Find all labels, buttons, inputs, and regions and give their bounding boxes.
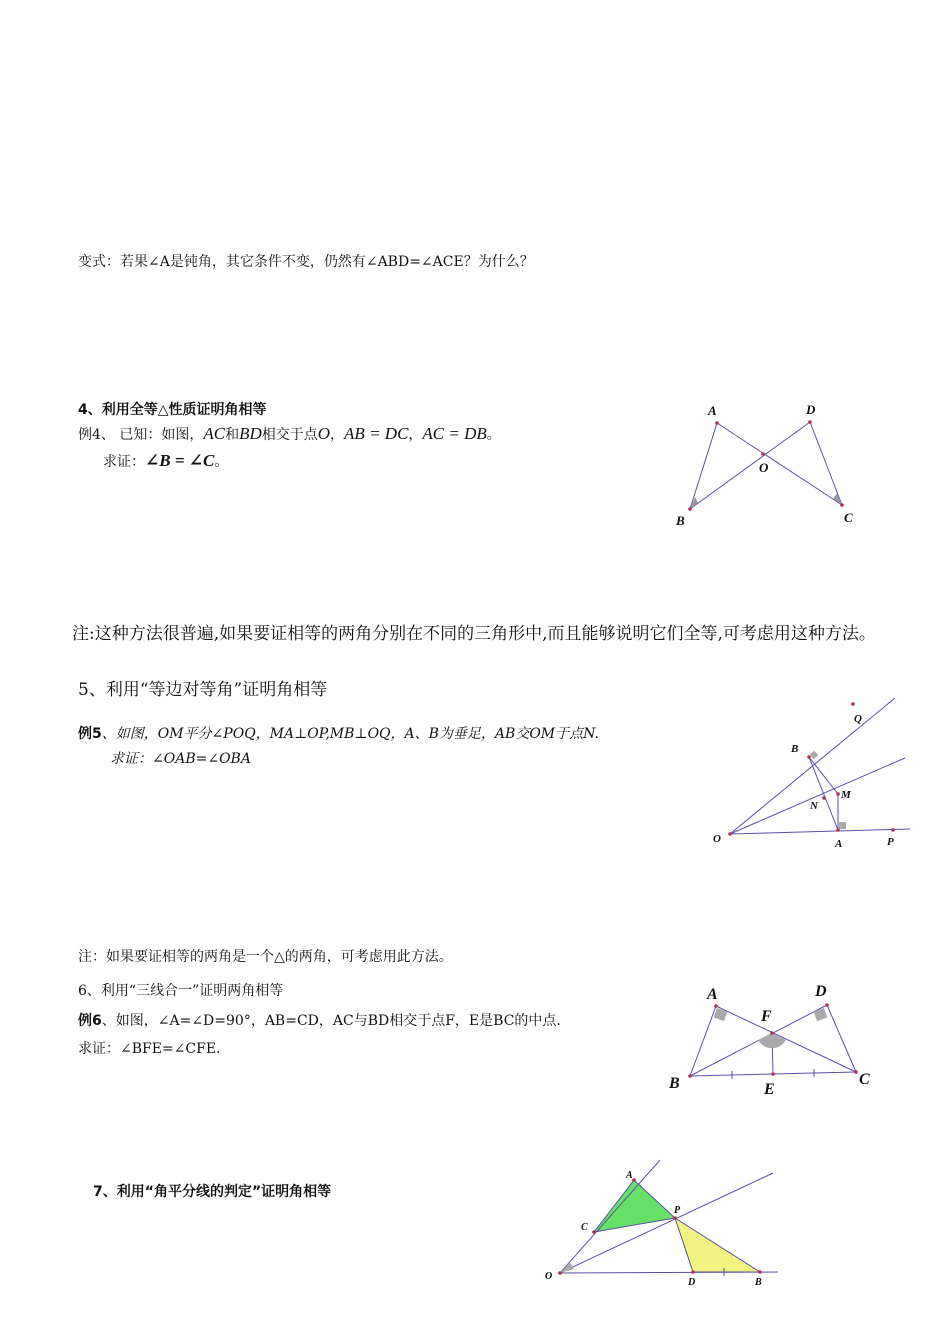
label-b: B (676, 513, 685, 528)
label-n: N (810, 800, 818, 812)
point-o (558, 1271, 562, 1275)
point-q (851, 702, 855, 706)
triangle-pdb-fill (675, 1218, 760, 1272)
point-b (688, 1074, 692, 1078)
label-e: E (764, 1081, 775, 1098)
period: 。 (486, 427, 501, 443)
segment-ab (809, 757, 838, 830)
ray-op (730, 829, 910, 834)
label-b: B (791, 743, 799, 755)
section7-heading: 7、利用“角平分线的判定”证明角相等 (93, 1184, 332, 1200)
point-p (891, 828, 895, 832)
right-angle-a (839, 822, 846, 829)
right-angle-d (814, 1008, 828, 1021)
point-d (825, 1003, 829, 1007)
comma: ， (408, 427, 423, 443)
ray-om (730, 758, 905, 834)
ray-ob (560, 1272, 778, 1273)
label-b: B (669, 1075, 680, 1092)
figure-example7 (538, 1155, 783, 1290)
intersect-word: 相交于点 (261, 427, 318, 443)
label-a: A (707, 986, 718, 1003)
point-a (632, 1178, 636, 1182)
point-p (673, 1216, 677, 1220)
example5-text: 、如图，OM平分∠POQ，MA⊥OP,MB⊥OQ，A、B为垂足，AB交OM于点N. (101, 726, 599, 742)
label-d: D (815, 983, 827, 1000)
ray-op (560, 1173, 773, 1273)
point-e (771, 1072, 775, 1076)
example5-prove: 求证：∠OAB=∠OBA (110, 751, 251, 767)
figure-example6 (660, 978, 890, 1108)
math-ab-dc: AB = DC (344, 424, 409, 443)
figure-example4 (660, 395, 880, 535)
label-p: P (887, 836, 894, 848)
label-a: A (835, 838, 843, 850)
math-o: O (317, 424, 331, 443)
example6-text: 、如图，∠A=∠D=90°，AB=CD，AC与BD相交于点F，E是BC的中点. (101, 1013, 561, 1029)
segment-ac (716, 1006, 856, 1072)
variant-question: 变式：若果∠A是钝角，其它条件不变，仍然有∠ABD=∠ACE？为什么？ (78, 254, 534, 270)
point-d (691, 1270, 695, 1274)
label-c: C (844, 510, 853, 525)
point-a (715, 421, 719, 425)
label-d: D (806, 402, 816, 417)
prove-label: 求证： (103, 454, 145, 470)
segment-dc (810, 422, 842, 505)
section4-heading: 4、利用全等△性质证明角相等 (78, 402, 267, 418)
point-c (840, 503, 844, 507)
label-o: O (759, 460, 769, 475)
point-f (770, 1031, 774, 1035)
example6-statement (78, 1014, 561, 1028)
point-o (761, 452, 765, 456)
example6-label: 例6 (78, 1013, 102, 1029)
label-b: B (755, 1277, 762, 1288)
and-word: 和 (225, 427, 240, 443)
point-d (808, 420, 812, 424)
angle-marker-c (833, 493, 842, 505)
segment-dc (827, 1005, 856, 1072)
label-a: A (626, 1170, 633, 1181)
point-m (836, 792, 840, 796)
section5-heading: 5、利用“等边对等角”证明角相等 (78, 680, 328, 700)
label-o: O (545, 1271, 553, 1282)
point-o (728, 832, 732, 836)
point-a (714, 1004, 718, 1008)
section5-note: 注：如果要证相等的两角是一个△的两角，可考虑用此方法。 (78, 949, 453, 965)
point-c (854, 1070, 858, 1074)
label-c: C (581, 1222, 588, 1233)
right-angle-b (810, 751, 818, 759)
period: 。 (214, 454, 229, 470)
segment-db (690, 422, 810, 509)
math-ac: AC (203, 424, 226, 443)
math-ac-db: AC = DB (422, 424, 487, 443)
angle-marker-f (758, 1033, 786, 1048)
label-o: O (713, 833, 721, 845)
example4-prefix: 例4、 已知：如图， (78, 427, 204, 443)
segment-mb (809, 757, 838, 794)
label-q: Q (854, 713, 862, 725)
point-b (807, 755, 811, 759)
label-d: D (688, 1277, 696, 1288)
example5-label: 例5 (78, 726, 102, 742)
segment-ab (690, 1006, 716, 1076)
segment-ac (717, 423, 842, 505)
point-c (592, 1230, 596, 1234)
label-m: M (841, 789, 851, 801)
example4-statement (78, 425, 501, 442)
prove-math: ∠B = ∠C (145, 451, 215, 470)
section4-note: 注:这种方法很普遍,如果要证相等的两角分别在不同的三角形中,而且能够说明它们全等,可考虑用这种方法。 (72, 624, 876, 644)
section6-heading: 6、利用“三线合一”证明两角相等 (78, 983, 284, 999)
label-f: F (761, 1008, 772, 1025)
comma: ， (330, 427, 345, 443)
label-c: C (859, 1071, 870, 1088)
figure-example5 (705, 690, 915, 860)
math-bd: BD (239, 424, 262, 443)
label-p: P (674, 1205, 681, 1216)
label-a: A (708, 403, 717, 418)
point-n (822, 796, 826, 800)
example6-prove: 求证：∠BFE=∠CFE. (78, 1041, 221, 1057)
example5-statement (78, 727, 599, 741)
point-a (836, 828, 840, 832)
segment-ab (690, 423, 717, 509)
point-b (688, 507, 692, 511)
angle-marker-b (690, 497, 698, 509)
point-b (758, 1270, 762, 1274)
example4-prove (103, 452, 228, 469)
